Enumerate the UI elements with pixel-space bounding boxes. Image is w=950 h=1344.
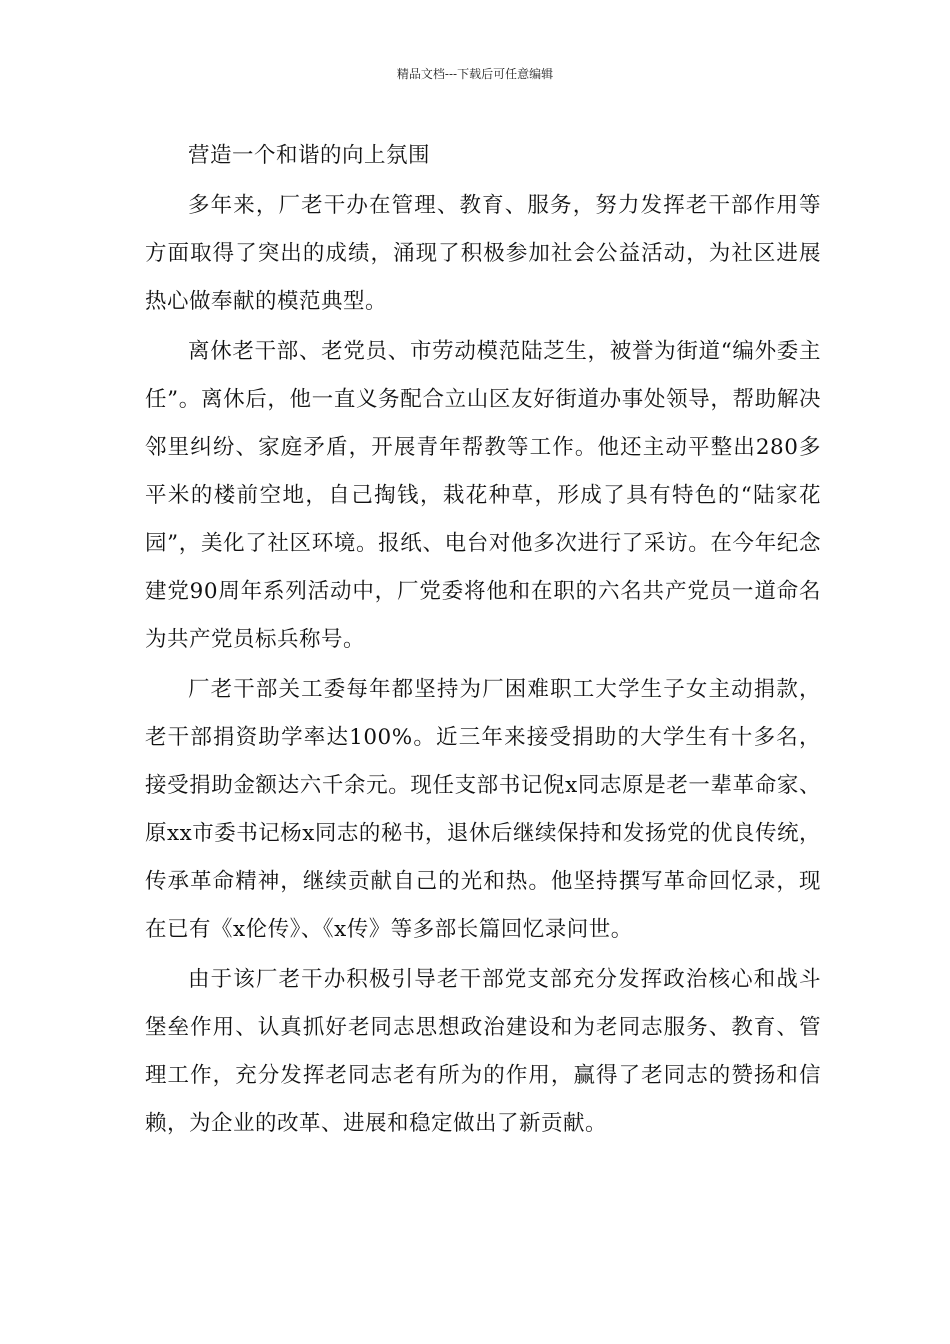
- paragraph-1: 多年来，厂老干办在管理、教育、服务，努力发挥老干部作用等方面取得了突出的成绩，涌现了积极参加社会公益活动，为社区进展热心做奉献的模范典型。: [145, 193, 821, 314]
- document-body: [145, 132, 821, 1148]
- paragraph-4: 由于该厂老干办积极引导老干部党支部充分发挥政治核心和战斗堡垒作用、认真抓好老同志思想政治建设和为老同志服务、教育、管理工作，充分发挥老同志老有所为的作用，赢得了老同志的赞扬和信赖，为企业的改革、进展和稳定做出了新贡献。: [145, 967, 821, 1136]
- page-header: 精品文档---下载后可任意编辑: [396, 67, 554, 81]
- paragraph-2: 离休老干部、老党员、市劳动模范陆芝生，被誉为街道“编外委主任”。离休后，他一直义务配合立山区友好街道办事处领导，帮助解决邻里纠纷、家庭矛盾，开展青年帮教等工作。他还主动平整出280多平米的楼前空地，自己掏钱，栽花种草，形成了具有特色的“陆家花园”，美化了社区环境。报纸、电台对他多次进行了采访。在今年纪念建党90周年系列活动中，厂党委将他和在职的六名共产党员一道命名为共产党员标兵称号。: [145, 339, 821, 652]
- paragraph-3: 厂老干部关工委每年都坚持为厂困难职工大学生子女主动捐款，老干部捐资助学率达100%。近三年来接受捐助的大学生有十多名，接受捐助金额达六千余元。现任支部书记倪x同志原是老一辈革命家、原xx市委书记杨x同志的秘书，退休后继续保持和发扬党的优良传统，传承革命精神，继续贡献自己的光和热。他坚持撰写革命回忆录，现在已有《x伦传》、《x传》等多部长篇回忆录问世。: [145, 677, 821, 942]
- section-title: 营造一个和谐的向上氛围: [188, 143, 431, 168]
